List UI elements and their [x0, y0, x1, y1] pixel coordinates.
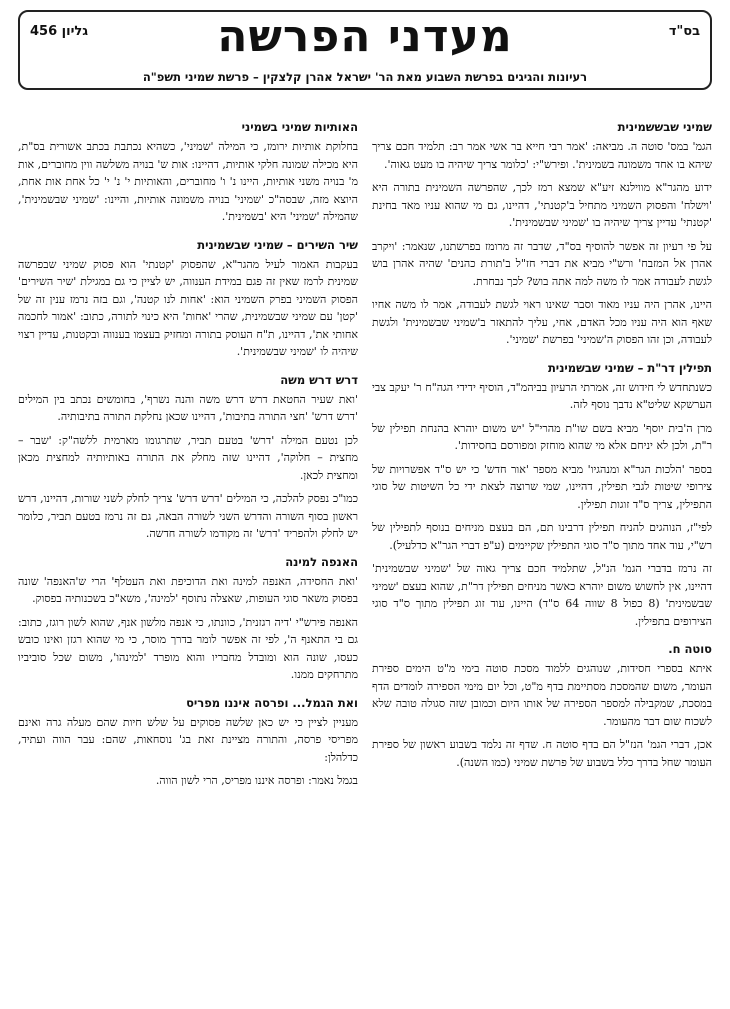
section-paragraph: הגמ' במס' סוטה ה. מביאה: 'אמר רבי חייא בר אשי אמר רב: תלמיד חכם צריך שיהא בו אחד משמונה בשמינית'. ופירש"י: 'כלומר צריך שיהיה בו מעט גאוה'. [372, 140, 712, 171]
section-heading: שיר השירים – שמיני שבשמינית [197, 237, 358, 252]
section-paragraph: כשנתחדש לי חידוש זה, אמרתי הרעיון בביהמ"ד, הוסיף ידידי הגה"ח ר' יעקב צבי הערשקא שליט"א נדבך נוסף לזה. [372, 380, 712, 411]
article-section [372, 118, 712, 349]
section-paragraph: בעקבות האמור לעיל מהגר"א, שהפסוק 'קטנתי' הוא פסוק שמיני שבפרשה שמינית לרמז שאין זה פגם במידת הענווה, יש לציין כי גם במגילת 'שיר השירים' הפסוק השמיני בפרק השמיני הוא: 'אחות לנו קטנה', וגם בזה נרמז ענין זה של 'קטן' עם שמיני שבשמינית, שהרי 'אחות' היא כינוי לתורה, כתוב: 'אמור לחכמה אחותי את', דהיינו, ת"ח העוסק בתורה ומחזיק בעצמו בענווה ובקטנות, עדיין רצוי שיהיה לו 'שמיני שבשמינית'. [18, 257, 358, 358]
section-heading: דרש דרש משה [280, 372, 358, 387]
section-heading: ואת הגמל... ופרסה איננו מפריס [186, 695, 358, 710]
section-paragraph: מרן ה'בית יוסף' מביא בשם שו"ת מהרי"ל 'יש משום יוהרא בהנחת תפילין של ר"ת, ולכן לא יניחם אלא מי שהוא מוחזק ומפורסם בחסידות'. [372, 421, 712, 452]
section-paragraph: אכן, דברי הגמ' הנז"ל הם בדף סוטה ח. שדף זה נלמד בשבוע ראשון של ספירת העומר שחל בדרך כלל בשבוע של פרשת שמיני (כמו השנה). [372, 738, 712, 769]
section-paragraph: בספר 'הלכות הגר"א ומנהגיו' מביא מספר 'אור חדש' כי יש ס"ד אפשרויות של צירופי שיטות לגבי תפילין, דהיינו, שמי שרוצה לצאת ידי כל השיטות של סוגי התפילין, צריך ס"ד זוגות תפילין. [372, 462, 712, 511]
section-paragraph: איתא בספרי חסידות, שנוהגים ללמוד מסכת סוטה בימי מ"ט הימים ספירת העומר, משום שהמסכת מסתיימת בדף מ"ט, וכל יום מימי הספירה לומדים הדף במסכת, שמקבילה למספר הספירה של אותו היום וכמובן שזה סגולה טובה שלא לשכוח שום דבר מהעומר. [372, 662, 712, 728]
section-paragraph: היינו, אהרן היה עניו מאוד וסבר שאינו ראוי לגשת לעבודה, אמר לו משה אחיו שאף הוא היה עניו מכל האדם, אחי, עליך להתאזר ב'שמיני שבשמינית' ולגשת לעבודה, וכן זהו הפסוק ה'שמיני' בפרשת 'שמיני'. [372, 298, 712, 346]
newsletter-title: מעדני הפרשה [217, 11, 513, 62]
article-columns [12, 118, 718, 800]
section-heading: סוטה ח. [668, 642, 712, 656]
section-paragraph: מעניין לציין כי יש כאן שלשה פסוקים על שלש חיות שהם מעלה גרה ואינם מפריסי פרסה, והתורה מציינת זאת בג' נוסחאות, שהם: עבר הווה ועתיד, כדלהלן: [18, 715, 358, 764]
section-paragraph: 'ואת שעיר החטאת דרש דרש משה והנה נשרף', בחומשים נכתב בין המילים 'דרש דרש' 'חצי התורה בתיבות', דהיינו שכאן נחלקת התורה בתיבותיה. [18, 392, 358, 423]
section-paragraph: לפי"ז, הנוהגים להניח תפילין דרבינו תם, הם בעצם מניחים בנוסף לתפילין של רש"י, עוד אחד מתוך ס"ד סוגי התפילין שקיימים (ע"פ דברי הגר"א כדלעיל). [372, 521, 712, 552]
article-section [18, 118, 358, 226]
right-column [372, 118, 712, 800]
article-section [18, 236, 358, 361]
article-section [18, 371, 358, 543]
section-heading: האנפה למינה [285, 554, 358, 569]
article-section [18, 553, 358, 684]
section-heading: האותיות שמיני בשמיני [241, 120, 358, 134]
section-paragraph: כמו"כ נפסק להלכה, כי המילים 'דרש דרש' צריך לחלק לשני שורות, דהיינו, דרש ראשון בסוף השורה והדרש השני לשורה הבאה, גם זה נרמז בטעם תביר, כלומר יש לחלק ולהפריד 'דרש' זה מקודמו לשורה חדשה. [18, 492, 358, 540]
section-paragraph: על פי רעיון זה אפשר להוסיף בס"ד, שדבר זה מרומז בפרשתנו, שנאמר: 'ויקרב אהרן אל המזבח' ורש"י מביא את דברי חז"ל ב'תורת כהנים' שהיה אהרן בוש לגשת לעבודה אמר לו משה למה אתה בוש? לכך נבחרת. [372, 239, 712, 288]
left-column [18, 118, 358, 800]
section-paragraph: 'ואת החסידה, האנפה למינה ואת הדוכיפת ואת העטלף' הרי ש'האנפה' שונה בפסוק משאר סוגי העופות, שאצלה נתוסף 'למינה', משא"כ בשכנותיה בפסוק. [18, 574, 358, 605]
section-paragraph: זה נרמז בדברי הגמ' הנ"ל, שתלמיד חכם צריך גאוה של 'שמיני שבשמינית' דהיינו, אין לחשוש משום יוהרא כאשר מניחים תפילין דר"ת, שהוא בעצם 'שמיני שבשמינית' (8 כפול 8 שווה 64 ס"ד) היינו, עוד זוג תפילין מתוך ס"ד סוגי הצירופים בתפילין. [372, 562, 713, 628]
issue-number: גליון 456 [30, 24, 89, 39]
article-section [372, 359, 712, 631]
newsletter-subtitle: רעיונות והגיגים בפרשת השבוע מאת הר' ישראל אהרן קלצקין – פרשת שמיני תשפ"ה [142, 70, 588, 84]
masthead [18, 10, 712, 90]
section-paragraph: בחלוקת אותיות ירומז, כי המילה 'שמיני', כשהיא נכתבת בכתב אשורית בס"ת, היא מכילה שמונה חלקי אותיות, דהיינו: אות ש' בנויה משלשה ווין מחוברים, אות מ' בנויה משני אותיות, היינו נ' ו' מחוברים, והאותיות י' נ' י' כל אחת אות אחת, היוצא מזה, שבסה"כ 'שמיני' בנויה משמונה אותיות, והיינו: 'שמיני שבשמינית', שהמילה 'שמיני' היא 'בשמינית'. [18, 140, 358, 223]
section-paragraph: בגמל נאמר: ופרסה איננו מפריס, הרי לשון הווה. [155, 774, 358, 787]
section-paragraph: ידוע מהגר"א מווילנא זיע"א שמצא רמז לכך, שהפרשה השמינית בתורה היא 'וישלח' והפסוק השמיני מתחיל ב'קטנתי', דהיינו, גם מי שהוא עניו מאד בחינת 'קטנתי' עדיין צריך שיהיה בו 'שמיני שבשמינית'. [372, 181, 712, 229]
bsd-label: בס"ד [668, 24, 700, 39]
section-paragraph: האנפה פירש"י 'דיה רגזנית', כוונתו, כי אנפה מלשון אנף, שהוא לשון רוגז, כתוב: גם בי התאנף ה', לפי זה אפשר לומר בדרך מוסר, כי מי שהוא רגזן ואינו כובש כעסו, שונה הוא ומובדל מחבריו והוא מופרד 'למינהו', משום שכל סוביביו מתרחקים ממנו. [18, 615, 358, 681]
article-section [372, 640, 712, 771]
article-section [18, 694, 358, 790]
section-heading: שמיני שבששמינית [617, 120, 712, 134]
section-paragraph: לכן נטעם המילה 'דרש' בטעם תביר, שתרגומו מארמית ללשה"ק: 'שבר – מחצית – חלוקה', דהיינו שזה מחלק את התורה באותיותיה למחצית מכאן ומחצית לכאן. [18, 433, 358, 482]
section-heading: תפילין דר"ת – שמיני שבשמינית [547, 360, 712, 375]
